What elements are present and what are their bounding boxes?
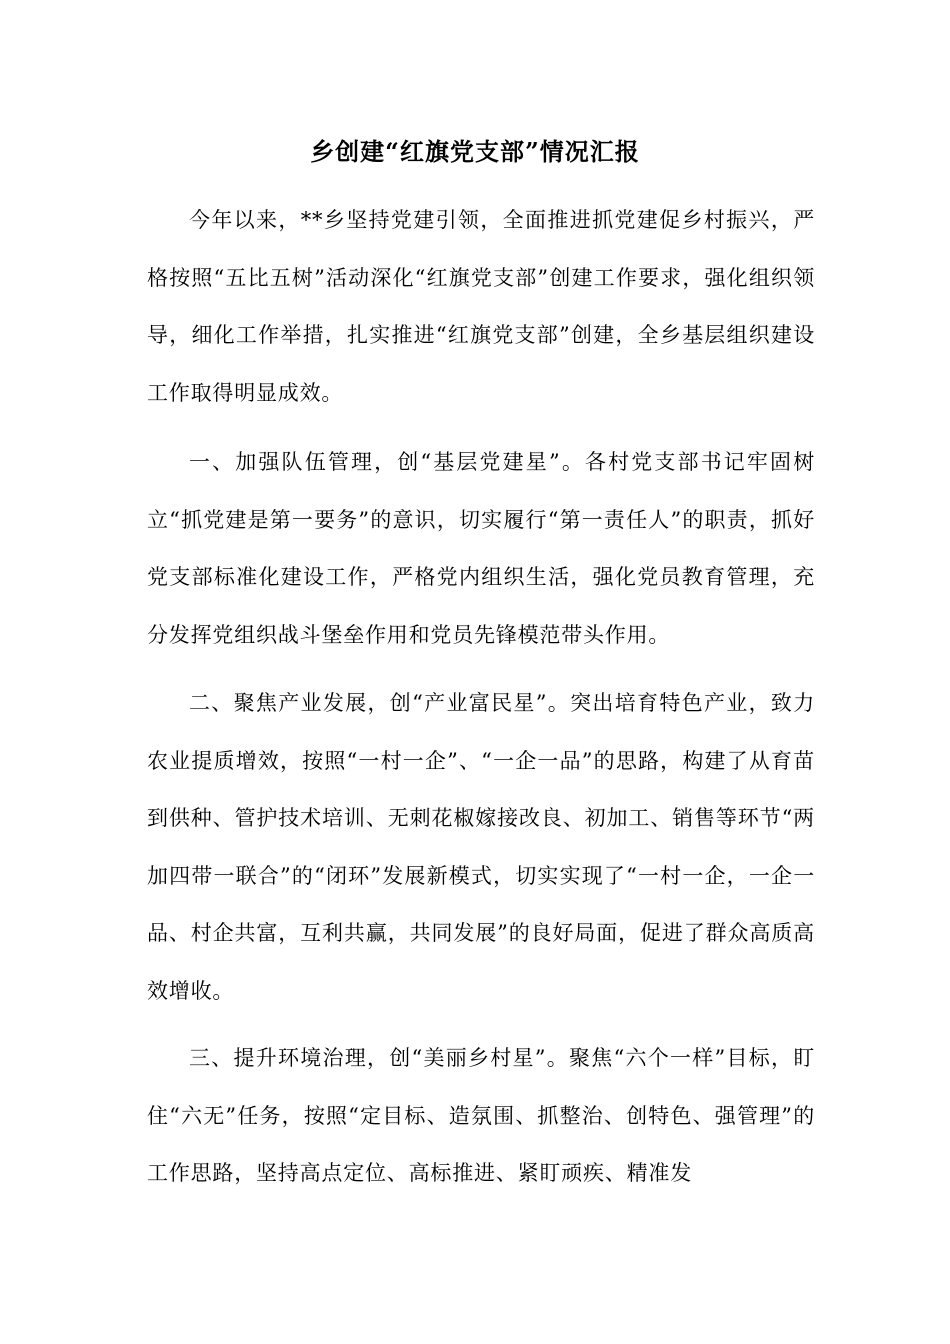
paragraph-section-1: 一、加强队伍管理，创“基层党建星”。各村党支部书记牢固树立“抓党建是第一要务”的意识，切实履行“第一责任人”的职责，抓好党支部标准化建设工作，严格党内组织生活，强化党员教育管理，充分发挥党组织战斗堡垒作用和党员先锋模范带头作用。: [147, 450, 815, 647]
paragraph-intro: 今年以来，**乡坚持党建引领，全面推进抓党建促乡村振兴，严格按照“五比五树”活动深化“红旗党支部”创建工作要求，强化组织领导，细化工作举措，扎实推进“红旗党支部”创建，全乡基层组织建设工作取得明显成效。: [147, 208, 815, 405]
paragraph-section-2: 二、聚焦产业发展，创“产业富民星”。突出培育特色产业，致力农业提质增效，按照“一村一企”、“一企一品”的思路，构建了从育苗到供种、管护技术培训、无刺花椒嫁接改良、初加工、销售等环节“两加四带一联合”的“闭环”发展新模式，切实实现了“一村一企，一企一品、村企共富，互利共赢，共同发展”的良好局面，促进了群众高质高效增收。: [147, 691, 815, 1003]
paragraph-section-3: 三、提升环境治理，创“美丽乡村星”。聚焦“六个一样”目标，盯住“六无”任务，按照“定目标、造氛围、抓整治、创特色、强管理”的工作思路，坚持高点定位、高标推进、紧盯顽疾、精准发: [147, 1046, 815, 1185]
document-title: 乡创建“红旗党支部”情况汇报: [310, 137, 640, 166]
